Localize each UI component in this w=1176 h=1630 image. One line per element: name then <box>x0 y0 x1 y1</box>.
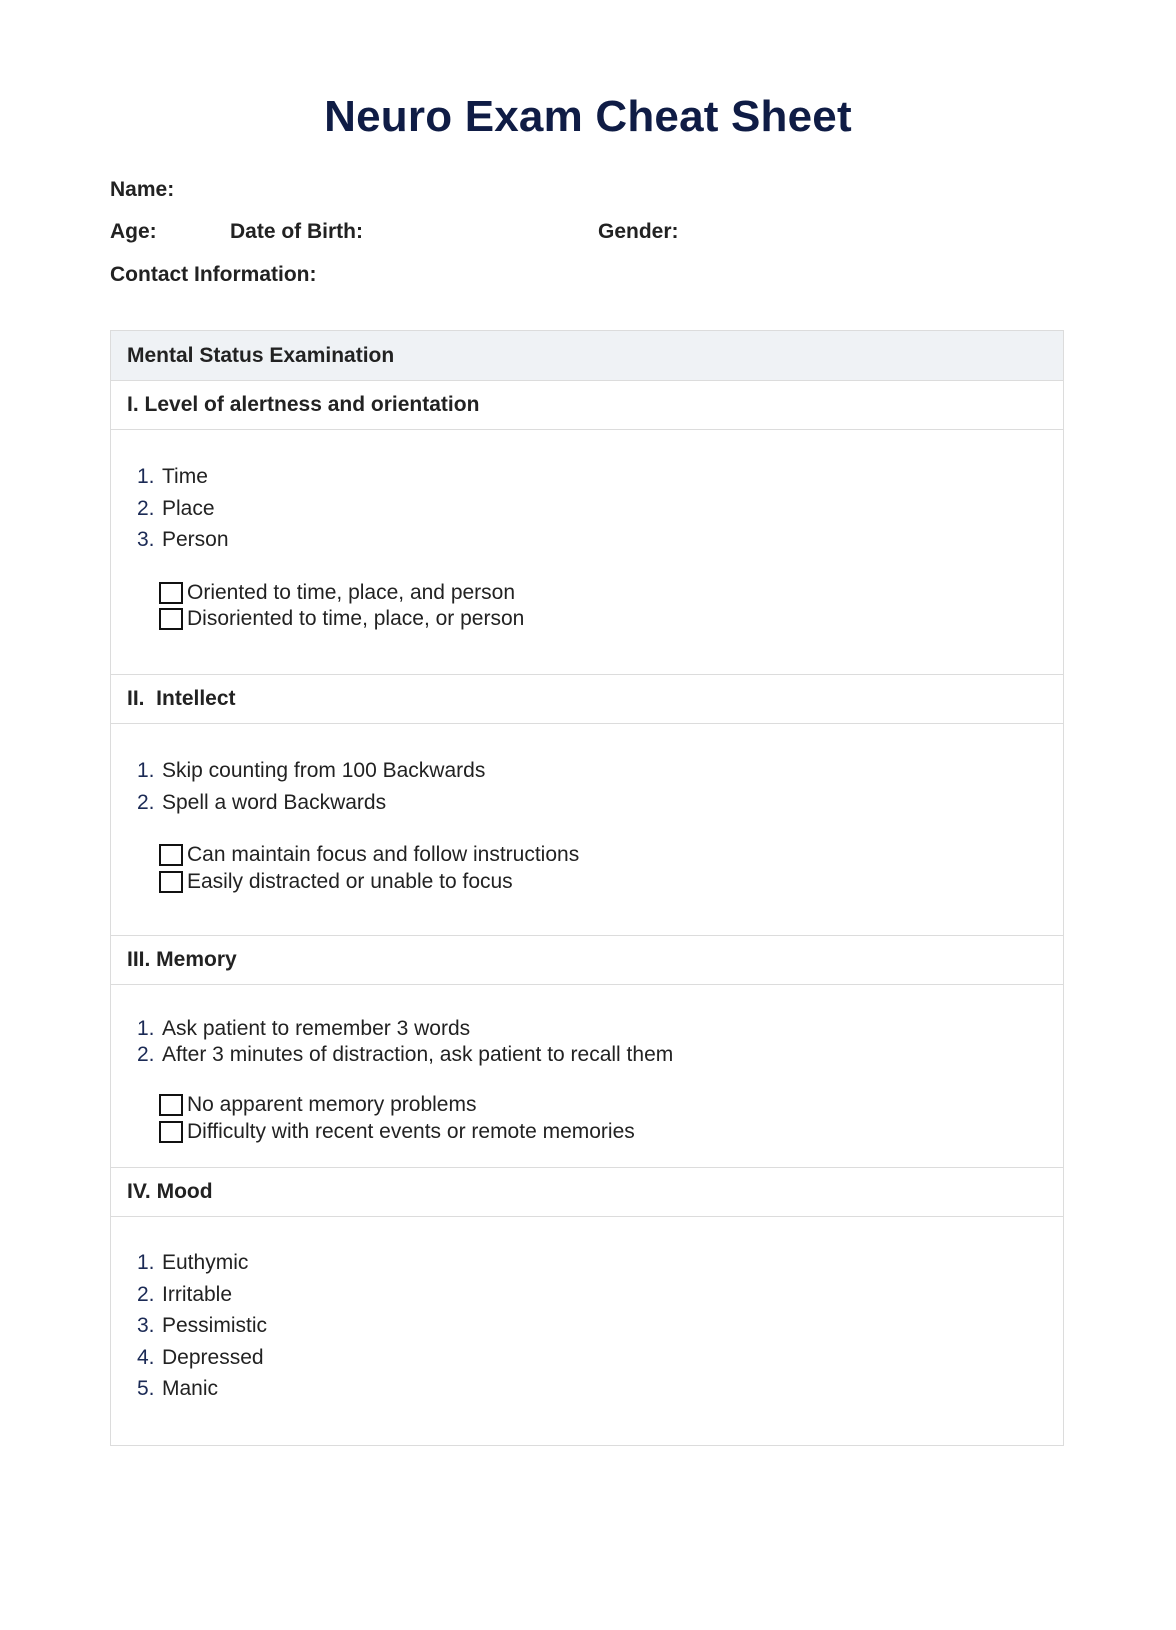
section-heading-memory: III. Memory <box>111 936 1063 985</box>
checkbox-option[interactable] <box>159 842 1063 869</box>
contact-information-label: Contact Information: <box>110 263 317 286</box>
list-item-text: Spell a word Backwards <box>162 790 387 814</box>
list-item-text: Time <box>162 465 208 488</box>
list-item-text: Ask patient to remember 3 words <box>162 1017 471 1040</box>
checkbox-option[interactable] <box>159 1092 1063 1119</box>
list-number: 2. <box>137 496 155 520</box>
list-number: 1. <box>137 759 155 782</box>
list-number: 1. <box>137 465 155 488</box>
gender-label: Gender: <box>598 220 679 243</box>
section-body-memory <box>111 985 1063 1168</box>
list-number: 2. <box>137 790 155 814</box>
checkbox[interactable] <box>159 844 183 866</box>
checkbox-label: Oriented to time, place, and person <box>187 580 516 604</box>
list-item-text: After 3 minutes of distraction, ask patient to recall them <box>162 1042 674 1066</box>
list-item-text: Person <box>162 528 229 551</box>
list-item <box>111 1017 1063 1043</box>
memory-checkboxes <box>111 1068 1063 1145</box>
checkbox-label: Difficulty with recent events or remote memories <box>187 1119 635 1143</box>
section-heading-mood: IV. Mood <box>111 1168 1063 1217</box>
checkbox[interactable] <box>159 1094 183 1116</box>
memory-list <box>111 985 1063 1068</box>
section-body-mood <box>111 1217 1063 1445</box>
checkbox-label: Disoriented to time, place, or person <box>187 607 525 631</box>
list-item <box>111 791 1063 823</box>
list-item-text: Euthymic <box>162 1251 249 1274</box>
intellect-list <box>111 724 1063 822</box>
list-item <box>111 1043 1063 1069</box>
list-number: 4. <box>137 1345 155 1369</box>
mood-list <box>111 1217 1063 1409</box>
list-item-text: Irritable <box>162 1282 233 1306</box>
list-item-text: Manic <box>162 1377 219 1400</box>
list-item <box>111 1346 1063 1378</box>
section-body-intellect <box>111 724 1063 936</box>
list-number: 2. <box>137 1042 155 1066</box>
checkbox[interactable] <box>159 582 183 604</box>
list-item <box>111 465 1063 497</box>
list-number: 3. <box>137 528 155 551</box>
page-title: Neuro Exam Cheat Sheet <box>324 92 852 141</box>
section-body-alertness <box>111 430 1063 675</box>
list-item-text: Place <box>162 496 215 520</box>
checkbox-option[interactable] <box>159 1119 1063 1146</box>
mental-status-table <box>110 330 1064 1446</box>
date-of-birth-label: Date of Birth: <box>230 220 363 243</box>
name-label: Name: <box>110 178 175 201</box>
list-number: 1. <box>137 1017 155 1040</box>
list-item <box>111 1251 1063 1283</box>
age-label: Age: <box>110 220 157 243</box>
alertness-checkboxes <box>111 560 1063 633</box>
checkbox-option[interactable] <box>159 606 1063 633</box>
list-item <box>111 1283 1063 1315</box>
alertness-list <box>111 430 1063 560</box>
section-heading-intellect: II. Intellect <box>111 675 1063 724</box>
list-number: 2. <box>137 1282 155 1306</box>
list-number: 3. <box>137 1314 155 1337</box>
table-header: Mental Status Examination <box>111 331 1063 381</box>
list-item <box>111 1377 1063 1409</box>
list-number: 1. <box>137 1251 155 1274</box>
list-item <box>111 497 1063 529</box>
list-item <box>111 528 1063 560</box>
list-item <box>111 1314 1063 1346</box>
checkbox[interactable] <box>159 608 183 630</box>
intellect-checkboxes <box>111 822 1063 895</box>
list-item-text: Depressed <box>162 1345 264 1369</box>
list-item-text: Skip counting from 100 Backwards <box>162 759 486 782</box>
checkbox[interactable] <box>159 1121 183 1143</box>
checkbox-option[interactable] <box>159 580 1063 607</box>
checkbox-option[interactable] <box>159 869 1063 896</box>
list-item-text: Pessimistic <box>162 1314 268 1337</box>
checkbox[interactable] <box>159 871 183 893</box>
checkbox-label: Can maintain focus and follow instructions <box>187 843 580 867</box>
list-item <box>111 759 1063 791</box>
checkbox-label: No apparent memory problems <box>187 1093 477 1117</box>
checkbox-label: Easily distracted or unable to focus <box>187 869 513 893</box>
list-number: 5. <box>137 1377 155 1400</box>
section-heading-alertness: I. Level of alertness and orientation <box>111 381 1063 430</box>
